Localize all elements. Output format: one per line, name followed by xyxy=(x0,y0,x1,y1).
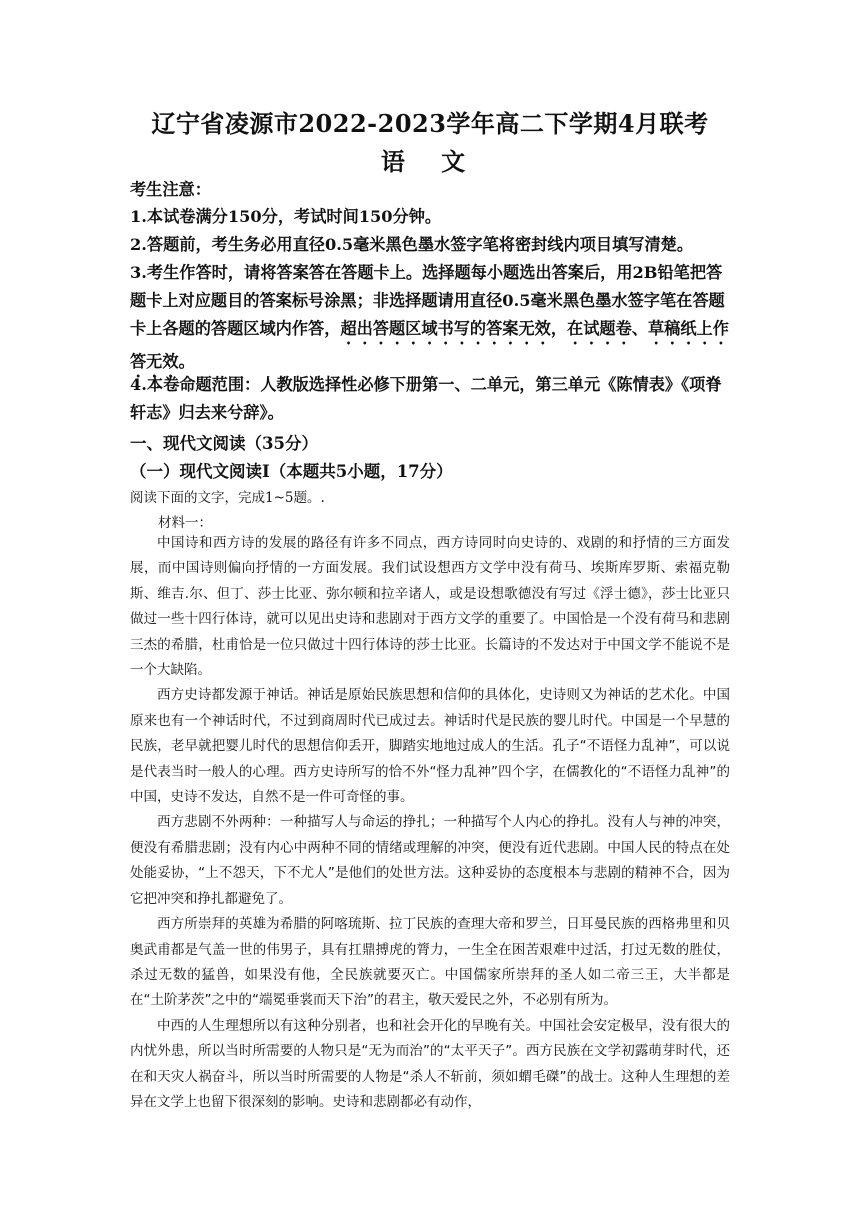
notice-item-1: 1.本试卷满分150分，考试时间150分钟。 xyxy=(130,207,442,226)
passage-paragraph: 中国诗和西方诗的发展的路径有许多不同点，西方诗同时向史诗的、戏剧的和抒情的三方面发展，而中国诗则偏向抒情的一方面发展。我们试设想西方文学中没有荷马、埃斯库罗斯、索福克勒斯、维吉.尔、但丁、莎士比亚、弥尔顿和拉辛诸人，或是设想歌德没有写过《浮士德》，莎士比亚只做过一些十四行体诗，就可以见出史诗和悲剧对于西方文学的重要了。中国恰是一个没有荷马和悲剧三杰的希腊，杜甫恰是一位只做过十四行体诗的莎士比亚。长篇诗的不发达对于中国文学不能说不是一个大缺陷。 xyxy=(130,535,730,679)
notice-item-3-end: 。 xyxy=(178,352,195,371)
notice-item-4: 4.本卷命题范围：人教版选择性必修下册第一、二单元，第三单元《陈情表》《项脊轩志》归去来兮辞》。 xyxy=(130,375,722,422)
notice-item-3-emphasis: 超出答题区域书写的答案无效，在试题卷、草稿纸上作答无效 xyxy=(130,319,729,371)
notice-heading: 考生注意： xyxy=(130,180,211,199)
passage-paragraph: 西方悲剧不外两种：一种描写人与命运的挣扎；一种描写个人内心的挣扎。没有人与神的冲突，便没有希腊悲剧；没有内心中两种不同的情绪或理解的冲突，便没有近代悲剧。中国人民的特点在处处能妥协，“上不怨天，下不尤人”是他们的处世方法。这种妥协的态度根本与悲剧的精神不合，因为它把冲突和挣扎都避免了。 xyxy=(130,814,730,907)
passage-paragraph: 西方所崇拜的英雄为希腊的阿喀琉斯、拉丁民族的查理大帝和罗兰，日耳曼民族的西格弗里和贝奥武甫都是气盖一世的伟男子，具有扛鼎搏虎的膂力，一生全在困苦艰难中过活，打过无数的胜仗，杀过无数的猛兽，如果没有他，全民族就要灭亡。中国儒家所崇拜的圣人如二帝三王，大半都是在“土阶茅茨”之中的“端冕垂裳而天下治”的君主，敬天爱民之外，不必别有所为。 xyxy=(130,916,730,1009)
notice-item-3-text: 3.考生作答时，请将答案答在答题卡上。选择题每小题选出答案后，用2B铅笔把答题卡上对应题目的答案标号涂黑；非选择题请用直径0.5毫米黑色墨水签字笔在答题卡上各题的答题区域内作答， xyxy=(130,263,725,338)
reading-passage xyxy=(130,531,730,1115)
notice-item-3 xyxy=(130,259,735,381)
exam-title: 辽宁省凌源市2022-2023学年高二下学期4月联考 xyxy=(151,109,709,138)
subsection-heading: （一）现代文阅读Ⅰ（本题共5小题，17分） xyxy=(130,462,453,481)
subject-title: 语 文 xyxy=(380,147,480,176)
notice-item-2: 2.答题前，考生务必用直径0.5毫米黑色墨水签字笔将密封线内项目填写清楚。 xyxy=(130,235,694,254)
section-heading: 一、现代文阅读（35分） xyxy=(130,434,318,453)
passage-paragraph: 中西的人生理想所以有这种分别者，也和社会开化的早晚有关。中国社会安定极早，没有很大的内忧外患，所以当时所需要的人物只是“无为而治”的“太平天子”。西方民族在文学初露萌芽时代，还在和天灾人祸奋斗，所以当时所需要的人物是“杀人不斩前，须如蝟毛磔”的战士。这种人生理想的差异在文学上也留下很深刻的影响。史诗和悲剧都必有动作， xyxy=(130,1017,730,1110)
passage-paragraph: 西方史诗都发源于神话。神话是原始民族思想和信仰的具体化，史诗则又为神话的艺术化。中国原来也有一个神话时代，不过到商周时代已成过去。神话时代是民族的婴儿时代。中国是一个早慧的民族，老早就把婴儿时代的思想信仰丢开，脚踏实地地过成人的生活。孔子“不语怪力乱神”，可以说是代表当时一般人的心理。西方史诗所写的恰不外“怪力乱神”四个字，在儒教化的“不语怪力乱神”的中国，史诗不发达，自然不是一件可奇怪的事。 xyxy=(130,687,730,806)
reading-instruction: 阅读下面的文字，完成1~5题。. xyxy=(130,490,325,506)
material-label: 材料一： xyxy=(158,515,212,531)
